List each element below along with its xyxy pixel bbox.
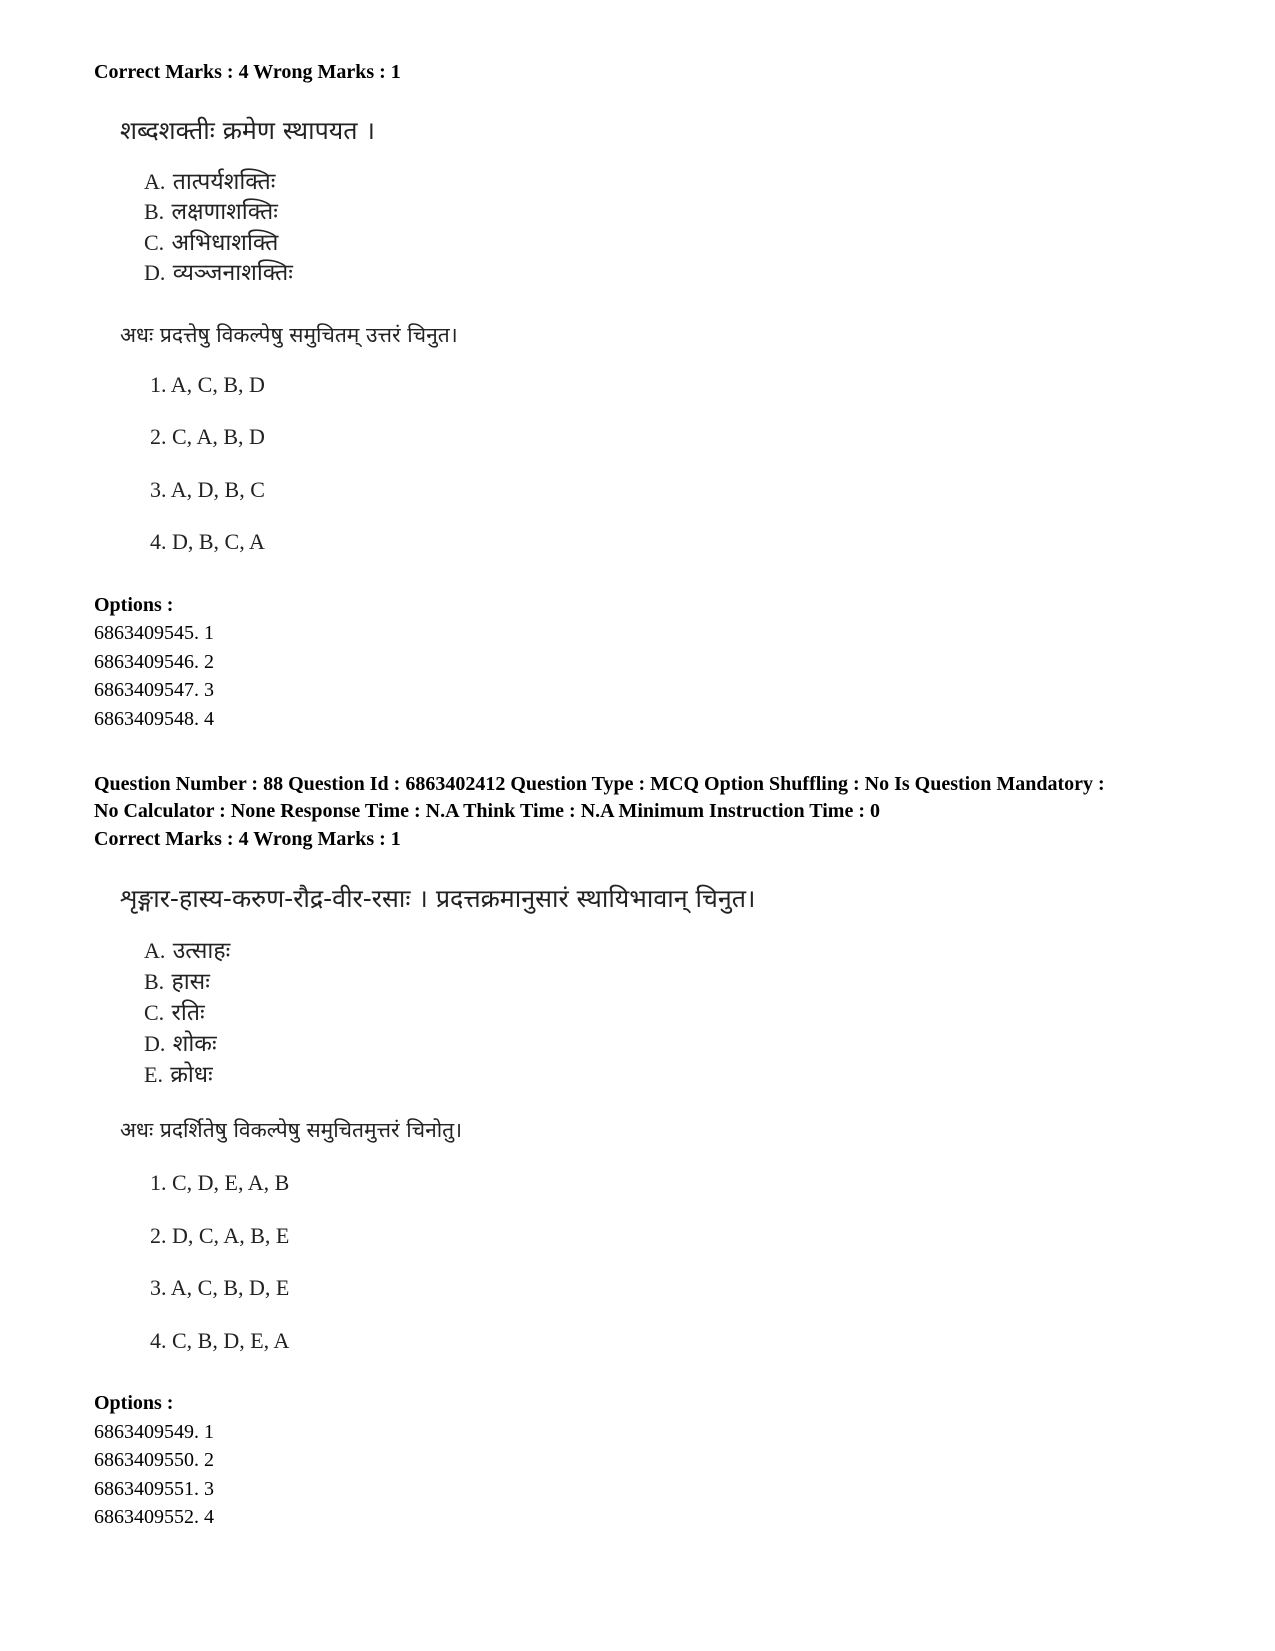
q87-choice-1: 1. A, C, B, D	[150, 372, 265, 397]
q87-choice-2: 2. C, A, B, D	[150, 424, 265, 449]
q87-choice-4: 4. D, B, C, A	[150, 529, 265, 554]
q87-option-4: 6863409548. 4	[94, 708, 214, 730]
q88-option-4: 6863409552. 4	[94, 1506, 214, 1528]
q88-item-e	[144, 1061, 213, 1089]
item-text: रतिः	[171, 1000, 205, 1026]
item-text: हासः	[171, 969, 210, 995]
q88-item-a	[144, 937, 230, 965]
q88-choice-1: 1. C, D, E, A, B	[150, 1170, 290, 1195]
q87-item-d	[144, 259, 293, 287]
q88-choice-3: 3. A, C, B, D, E	[150, 1275, 290, 1300]
item-text: क्रोधः	[170, 1062, 213, 1088]
q88-marks: Correct Marks : 4 Wrong Marks : 1	[94, 828, 401, 850]
q88-option-2: 6863409550. 2	[94, 1449, 214, 1471]
q88-instruction: अधः प्रदर्शितेषु विकल्पेषु समुचितमुत्तरं चिनोतु।	[120, 1118, 463, 1142]
item-letter: E.	[144, 1062, 163, 1087]
q87-instruction: अधः प्रदत्तेषु विकल्पेषु समुचितम् उत्तरं चिनुत।	[120, 323, 458, 347]
item-letter: D.	[144, 1031, 166, 1056]
item-letter: A.	[144, 169, 166, 194]
q87-stem: शब्दशक्तीः क्रमेण स्थापयत ।	[120, 116, 375, 145]
q87-item-c	[144, 229, 278, 257]
item-letter: B.	[144, 969, 165, 994]
q88-option-1: 6863409549. 1	[94, 1421, 214, 1443]
item-text: लक्षणाशक्तिः	[171, 199, 278, 225]
q87-options-label: Options :	[94, 594, 174, 616]
item-text: अभिधाशक्ति	[171, 230, 279, 256]
q88-item-d	[144, 1030, 217, 1058]
item-text: व्यञ्जनाशक्तिः	[172, 260, 293, 286]
q87-option-3: 6863409547. 3	[94, 679, 214, 701]
q87-item-a	[144, 168, 275, 196]
item-text: उत्साहः	[172, 938, 231, 964]
q88-choice-2: 2. D, C, A, B, E	[150, 1223, 290, 1248]
q87-option-1: 6863409545. 1	[94, 622, 214, 644]
q88-option-3: 6863409551. 3	[94, 1478, 214, 1500]
q88-item-c	[144, 999, 205, 1027]
item-letter: C.	[144, 1000, 165, 1025]
q87-marks: Correct Marks : 4 Wrong Marks : 1	[94, 61, 401, 83]
item-text: शोकः	[172, 1031, 217, 1057]
q88-stem: शृङ्गार-हास्य-करुण-रौद्र-वीर-रसाः । प्रदत्तक्रमानुसारं स्थायिभावान् चिनुत।	[120, 884, 756, 913]
item-letter: D.	[144, 260, 166, 285]
item-letter: C.	[144, 230, 165, 255]
q88-header-line2: No Calculator : None Response Time : N.A Think Time : N.A Minimum Instruction Time : 0	[94, 800, 880, 822]
q87-item-b	[144, 198, 278, 226]
q88-options-label: Options :	[94, 1392, 174, 1414]
item-letter: A.	[144, 938, 166, 963]
q87-choice-3: 3. A, D, B, C	[150, 477, 265, 502]
item-text: तात्पर्यशक्तिः	[172, 169, 276, 195]
item-letter: B.	[144, 199, 165, 224]
q88-choice-4: 4. C, B, D, E, A	[150, 1328, 290, 1353]
q88-item-b	[144, 968, 210, 996]
q87-option-2: 6863409546. 2	[94, 651, 214, 673]
q88-header-line1: Question Number : 88 Question Id : 6863402412 Question Type : MCQ Option Shuffling : No Is Question Mandatory :	[94, 773, 1105, 795]
